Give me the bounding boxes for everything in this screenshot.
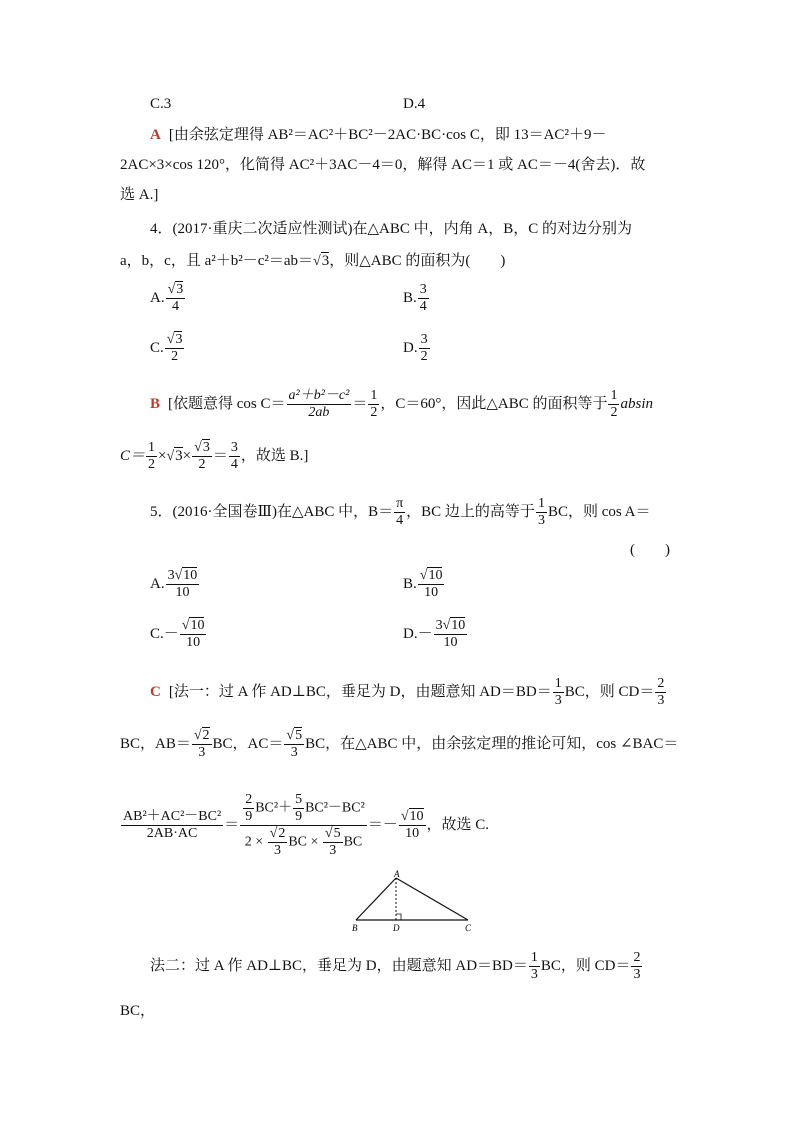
method-2-line-1: 法二：过 A 作 AD⊥BC，垂足为 D，由题意知 AD＝BD＝ $\frac{1}{3}$ BC，则 CD＝ $\frac{2}{3}$ xyxy=(150,950,641,982)
answer-letter: A xyxy=(150,127,161,143)
q4-option-d: D. $\frac{3}{2}$ xyxy=(403,332,428,364)
q5-option-c: C.－ $\frac{√10}{10}$ xyxy=(150,618,205,650)
q4-option-a: A. $\frac{√3}{4}$ xyxy=(150,282,184,314)
label-d: D xyxy=(393,923,400,933)
q5-option-a: A. $\frac{3√10}{10}$ xyxy=(150,568,198,600)
triangle-diagram xyxy=(350,868,480,934)
solution-3-line-2: 2AC×3×cos 120°，化简得 AC²＋3AC－4＝0，解得 AC＝1 或 AC＝－4(舍去)．故 xyxy=(120,157,646,173)
solution-4-line-2: C＝ $\frac{1}{2}$ ×√3× $\frac{√3}{2}$ ＝ $\frac{3}{4}$ ，故选 B.] xyxy=(120,440,309,472)
question-5-line-1: 5．(2016·全国卷Ⅲ)在△ABC 中，B＝ $\frac{\pi}{4}$ ，BC 边上的高等于 $\frac{1}{3}$ BC，则 cos A＝ xyxy=(150,496,651,528)
question-4-line-1: 4．(2017·重庆二次适应性测试)在△ABC 中，内角 A，B，C 的对边分别为 xyxy=(150,221,632,237)
label-a: A xyxy=(394,869,400,879)
q5-option-d: D.－ $\frac{3√10}{10}$ xyxy=(403,618,466,650)
solution-3-line-3: 选 A.] xyxy=(120,187,159,203)
question-4-line-2: a，b，c，且 a²＋b²－c²＝ab＝√3，则△ABC 的面积为( ) xyxy=(120,253,506,269)
option-c: C.3 xyxy=(150,96,172,112)
label-b: B xyxy=(352,923,358,933)
side-ac xyxy=(396,878,468,920)
q5-option-b: B. $\frac{√10}{10}$ xyxy=(403,568,443,600)
method-2-line-2: BC， xyxy=(120,1003,156,1019)
q4-option-c: C. $\frac{√3}{2}$ xyxy=(150,332,183,364)
option-d: D.4 xyxy=(403,96,426,112)
solution-4-line-1: B [依题意得 cos C＝ $\frac{\text{a²＋b²－c²}}{2ab}$ ＝ $\frac{1}{2}$ ，C＝60°，因此△ABC 的面积等于 $\frac{1}{2}$ absin xyxy=(150,388,653,420)
solution-3-line-1: A [由余弦定理得 AB²＝AC²＋BC²－2AC·BC·cos C，即 13＝AC²＋9－ xyxy=(150,127,607,143)
side-ab xyxy=(356,878,396,920)
q4-option-b: B. $\frac{3}{4}$ xyxy=(403,282,427,314)
right-angle-mark xyxy=(396,914,401,920)
solution-5-line-1: C [法一：过 A 作 AD⊥BC，垂足为 D，由题意知 AD＝BD＝ $\frac{1}{3}$ BC，则 CD＝ $\frac{2}{3}$ xyxy=(150,676,665,708)
label-c: C xyxy=(465,923,472,933)
solution-5-big-fraction: $\frac{\text{AB²＋AC²－BC²}}{2AB\cdot AC}$ ＝ $\frac{2}{9}$ BC²＋ $\frac{5}{9}$ BC²－BC² 2 × $\frac{√2}{3}$ BC × $\frac{√5}{3}$ BC ＝－ $\frac{√10}{10}$ ，故选 C. xyxy=(123,792,490,858)
solution-5-line-2: BC，AB＝ $\frac{√2}{3}$ BC，AC＝ $\frac{√5}{3}$ BC，在△ABC 中，由余弦定理的推论可知，cos ∠BAC＝ xyxy=(120,728,679,760)
question-5-paren: ( ) xyxy=(630,542,670,558)
